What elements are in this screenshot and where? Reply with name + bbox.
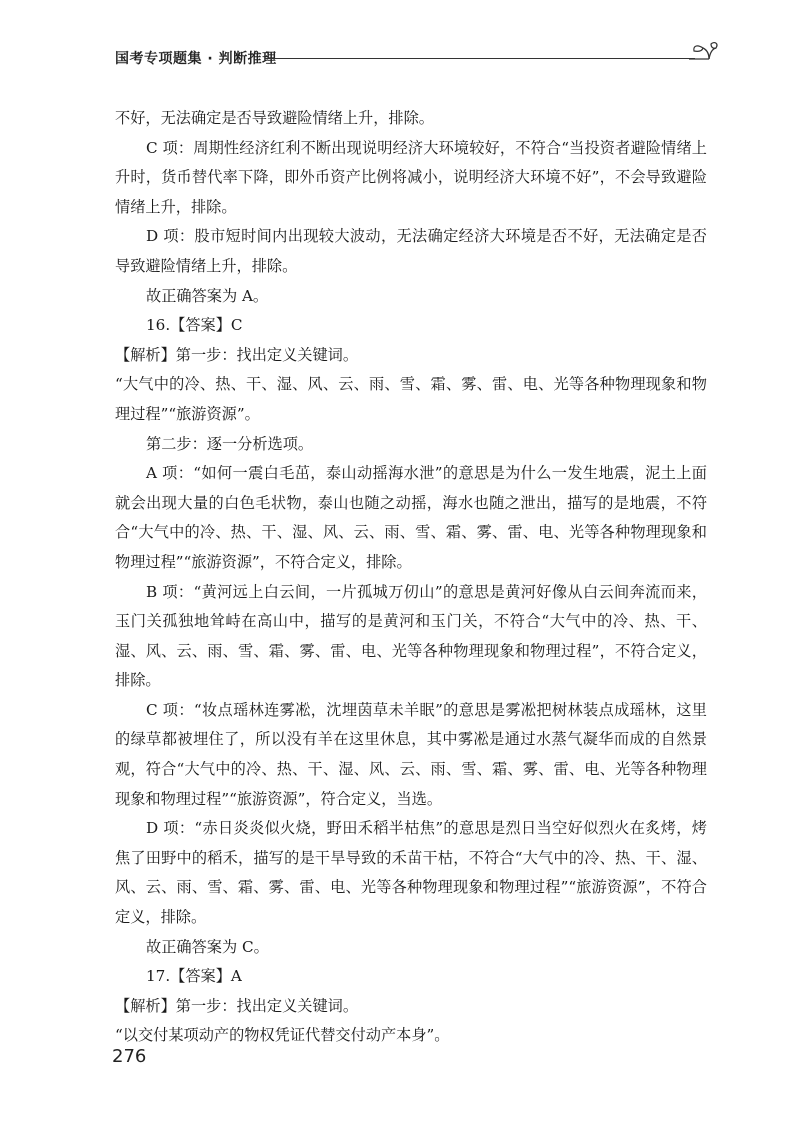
analysis-step-1: 【解析】第一步：找出定义关键词。 — [115, 996, 358, 1015]
paragraph-option-c: C 项：“妆点瑶林连雾凇，沈埋茵草未羊眠”的意思是雾凇把树林装点成瑶林，这里的绿草都被埋住了，所以没有羊在这里休息，其中雾凇是通过水蒸气凝华而成的自然景观，符合“大气中的冷、热、干、湿、风、云、雨、雪、霜、雾、雷、电、光等各种物理现象和物理过程”“旅游资源”，符合定义，当选。 — [115, 700, 707, 808]
paragraph-option-d: D 项：“赤日炎炎似火烧，野田禾稻半枯焦”的意思是烈日当空好似烈火在炙烤，烤焦了田野中的稻禾，描写的是干旱导致的禾苗干枯，不符合“大气中的冷、热、干、湿、风、云、雨、雪、霜、雾、雷、电、光等各种物理现象和物理过程”“旅游资源”，不符合定义，排除。 — [115, 819, 707, 927]
paragraph-option-b: B 项：“黄河远上白云间，一片孤城万仞山”的意思是黄河好像从白云间奔流而来，玉门关孤独地耸峙在高山中，描写的是黄河和玉门关，不符合“大气中的冷、热、干、湿、风、云、雨、雪、霜、雾、雷、电、光等各种物理现象和物理过程”，不符合定义，排除。 — [115, 582, 707, 690]
answer-heading-16: 16.【答案】C — [146, 316, 243, 335]
sprout-icon — [687, 40, 721, 70]
answer-heading-17: 17.【答案】A — [146, 967, 242, 986]
paragraph-conclusion: 故正确答案为 C。 — [146, 937, 269, 956]
paragraph-conclusion: 故正确答案为 A。 — [146, 286, 269, 305]
paragraph-option-c: C 项：周期性经济红利不断出现说明经济大环境较好，不符合“当投资者避险情绪上升时，货币替代率下降，即外币资产比例将减小，说明经济大环境不好”，不会导致避险情绪上升，排除。 — [115, 138, 707, 216]
definition-keywords: “以交付某项动产的物权凭证代替交付动产本身”。 — [115, 1026, 450, 1045]
definition-keywords: “大气中的冷、热、干、湿、风、云、雨、雪、霜、雾、雷、电、光等各种物理现象和物理过程”“旅游资源”。 — [115, 375, 707, 423]
header-title: 国考专项题集 · 判断推理 — [115, 51, 277, 67]
analysis-step-2: 第二步：逐一分析选项。 — [146, 434, 314, 453]
page-number: 276 — [112, 1046, 147, 1067]
paragraph-option-a: A 项：“如何一震白毛茁，泰山动摇海水泄”的意思是为什么一发生地震，泥土上面就会出现大量的白色毛状物，泰山也随之动摇，海水也随之泄出，描写的是地震，不符合“大气中的冷、热、干、湿、风、云、雨、雪、霜、雾、雷、电、光等各种物理现象和物理过程”“旅游资源”，不符合定义，排除。 — [115, 464, 707, 571]
paragraph-option-d: D 项：股市短时间内出现较大波动，无法确定经济大环境是否不好，无法确定是否导致避险情绪上升，排除。 — [115, 227, 707, 275]
page-body — [115, 104, 707, 1051]
paragraph-continuation: 不好，无法确定是否导致避险情绪上升，排除。 — [115, 109, 434, 127]
analysis-step-1: 【解析】第一步：找出定义关键词。 — [115, 345, 358, 364]
header-rule — [265, 58, 695, 59]
running-header — [115, 40, 715, 72]
